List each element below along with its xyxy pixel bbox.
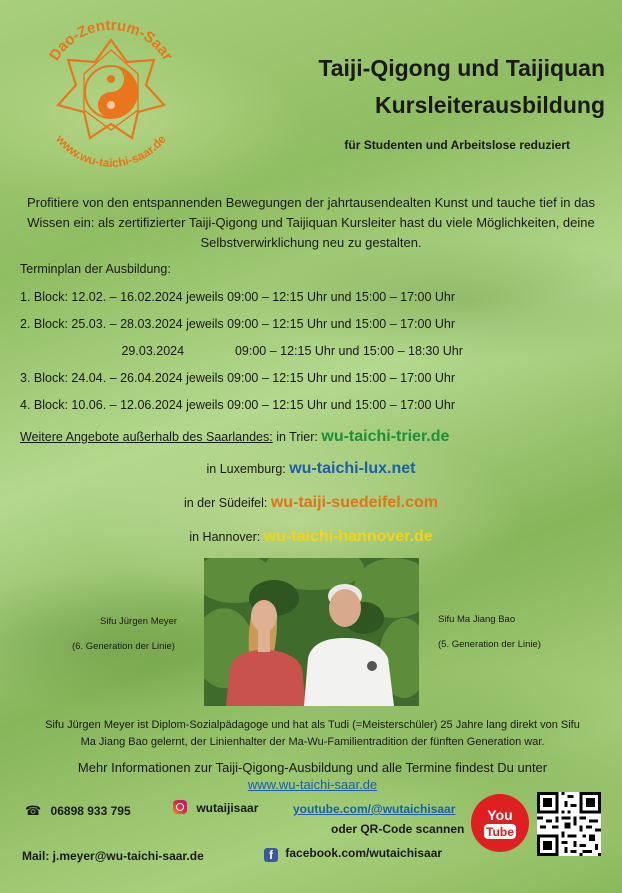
bio-paragraph: Sifu Jürgen Meyer ist Diplom-Sozialpädagoge und hat als Tudi (=Meisterschüler) 25 Jahre lang direkt von Sifu Ma Jiang Bao gelernt, der Linienhalter der Ma-Wu-Familientradition der fünften Generation war. — [45, 719, 580, 748]
schedule-block-label: 1. Block: — [20, 290, 68, 304]
page-title-line1: Taiji-Qigong und Taijiquan — [318, 55, 605, 81]
caption-left-generation: (6. Generation der Linie) — [72, 641, 175, 652]
offer-link-trier[interactable]: wu-taichi-trier.de — [321, 428, 450, 445]
schedule-block-label: 4. Block: — [20, 398, 68, 412]
phone-contact — [25, 803, 131, 819]
caption-right-name: Sifu Ma Jiang Bao — [438, 614, 516, 625]
schedule-block-label: 2. Block: — [20, 317, 68, 331]
qr-hint: oder QR-Code scannen — [331, 822, 465, 836]
more-info-text: Mehr Informationen zur Taiji-Qigong-Ausbildung und alle Termine findest Du unter — [77, 760, 548, 775]
caption-left-name: Sifu Jürgen Meyer — [100, 616, 178, 627]
page-subtitle: für Studenten und Arbeitslose reduziert — [344, 138, 570, 152]
offers-heading: Weitere Angebote außerhalb des Saarlandes: — [20, 430, 273, 444]
qr-code[interactable] — [537, 792, 601, 856]
website-link[interactable]: www.wu-taichi-saar.de — [247, 777, 378, 792]
offers-suedeifel — [0, 494, 622, 512]
schedule-row — [20, 371, 455, 385]
svg-text:www.wu-taichi-saar.de — [53, 131, 169, 170]
offer-link-suedeifel[interactable]: wu-taiji-suedeifel.com — [270, 494, 438, 511]
instagram-contact — [173, 800, 258, 815]
offer-link-luxemburg[interactable]: wu-taichi-lux.net — [289, 460, 416, 477]
offers-hannover — [0, 528, 622, 546]
logo-ring-text: Dao-Zentrum-Saar — [46, 16, 177, 64]
instagram-icon — [173, 800, 187, 814]
offer-prefix: in der Südeifel: — [183, 496, 268, 510]
schedule-row — [20, 344, 463, 358]
caption-right-generation: (5. Generation der Linie) — [438, 639, 541, 650]
youtube-badge-line1: You — [487, 807, 513, 823]
offer-link-hannover[interactable]: wu-taichi-hannover.de — [263, 528, 433, 545]
youtube-badge-line2: Tube — [486, 825, 514, 839]
phone-icon: ☎ — [25, 803, 42, 818]
youtube-icon[interactable] — [470, 793, 530, 853]
portrait-photo — [204, 558, 419, 706]
schedule-row — [20, 317, 455, 331]
schedule-row — [20, 398, 455, 412]
schedule-single-date: 29.03.2024 — [121, 344, 185, 358]
intro-paragraph: Profitiere von den entspannenden Bewegungen der jahrtausendealten Kunst und tauche tief in das Wissen ein: als zertifizierter Taiji-Qigong und Taijiquan Kursleiter hast du viele Möglichkeiten, deine Selbstverwirklichung neu zu gestalten. — [26, 195, 596, 250]
schedule-dates: 24.04. – 26.04.2024 jeweils 09:00 – 12:15 Uhr und 15:00 – 17:00 Uhr — [71, 371, 456, 385]
facebook-icon: f — [264, 848, 278, 862]
facebook-contact — [264, 846, 442, 862]
offer-prefix: in Hannover: — [189, 530, 261, 544]
schedule-block-label: 3. Block: — [20, 371, 68, 385]
schedule-dates: 25.03. – 28.03.2024 jeweils 09:00 – 12:15 Uhr und 15:00 – 17:00 Uhr — [71, 317, 456, 331]
offer-prefix: in Luxemburg: — [206, 462, 286, 476]
instagram-handle[interactable]: wutaijisaar — [196, 801, 259, 815]
schedule-dates: 12.02. – 16.02.2024 jeweils 09:00 – 12:15 Uhr und 15:00 – 17:00 Uhr — [71, 290, 456, 304]
youtube-link[interactable]: youtube.com/@wutaichisaar — [293, 802, 456, 816]
logo-url-text: www.wu-taichi-saar.de — [53, 132, 169, 170]
schedule-heading: Terminplan der Ausbildung: — [20, 262, 171, 276]
schedule-times: 09:00 – 12:15 Uhr und 15:00 – 18:30 Uhr — [234, 344, 463, 358]
dao-zentrum-logo — [14, 10, 204, 170]
offers-luxemburg — [0, 460, 622, 478]
offers-trier — [20, 428, 449, 446]
page-title-line2: Kursleiterausbildung — [374, 92, 605, 118]
schedule-dates: 10.06. – 12.06.2024 jeweils 09:00 – 12:15 Uhr und 15:00 – 17:00 Uhr — [71, 398, 456, 412]
mail-contact[interactable]: Mail: j.meyer@wu-taichi-saar.de — [22, 849, 204, 863]
phone-number: 06898 933 795 — [50, 804, 131, 818]
facebook-handle[interactable]: facebook.com/wutaichisaar — [285, 846, 443, 860]
offer-prefix: in Trier: — [276, 430, 318, 444]
schedule-row — [20, 290, 455, 304]
